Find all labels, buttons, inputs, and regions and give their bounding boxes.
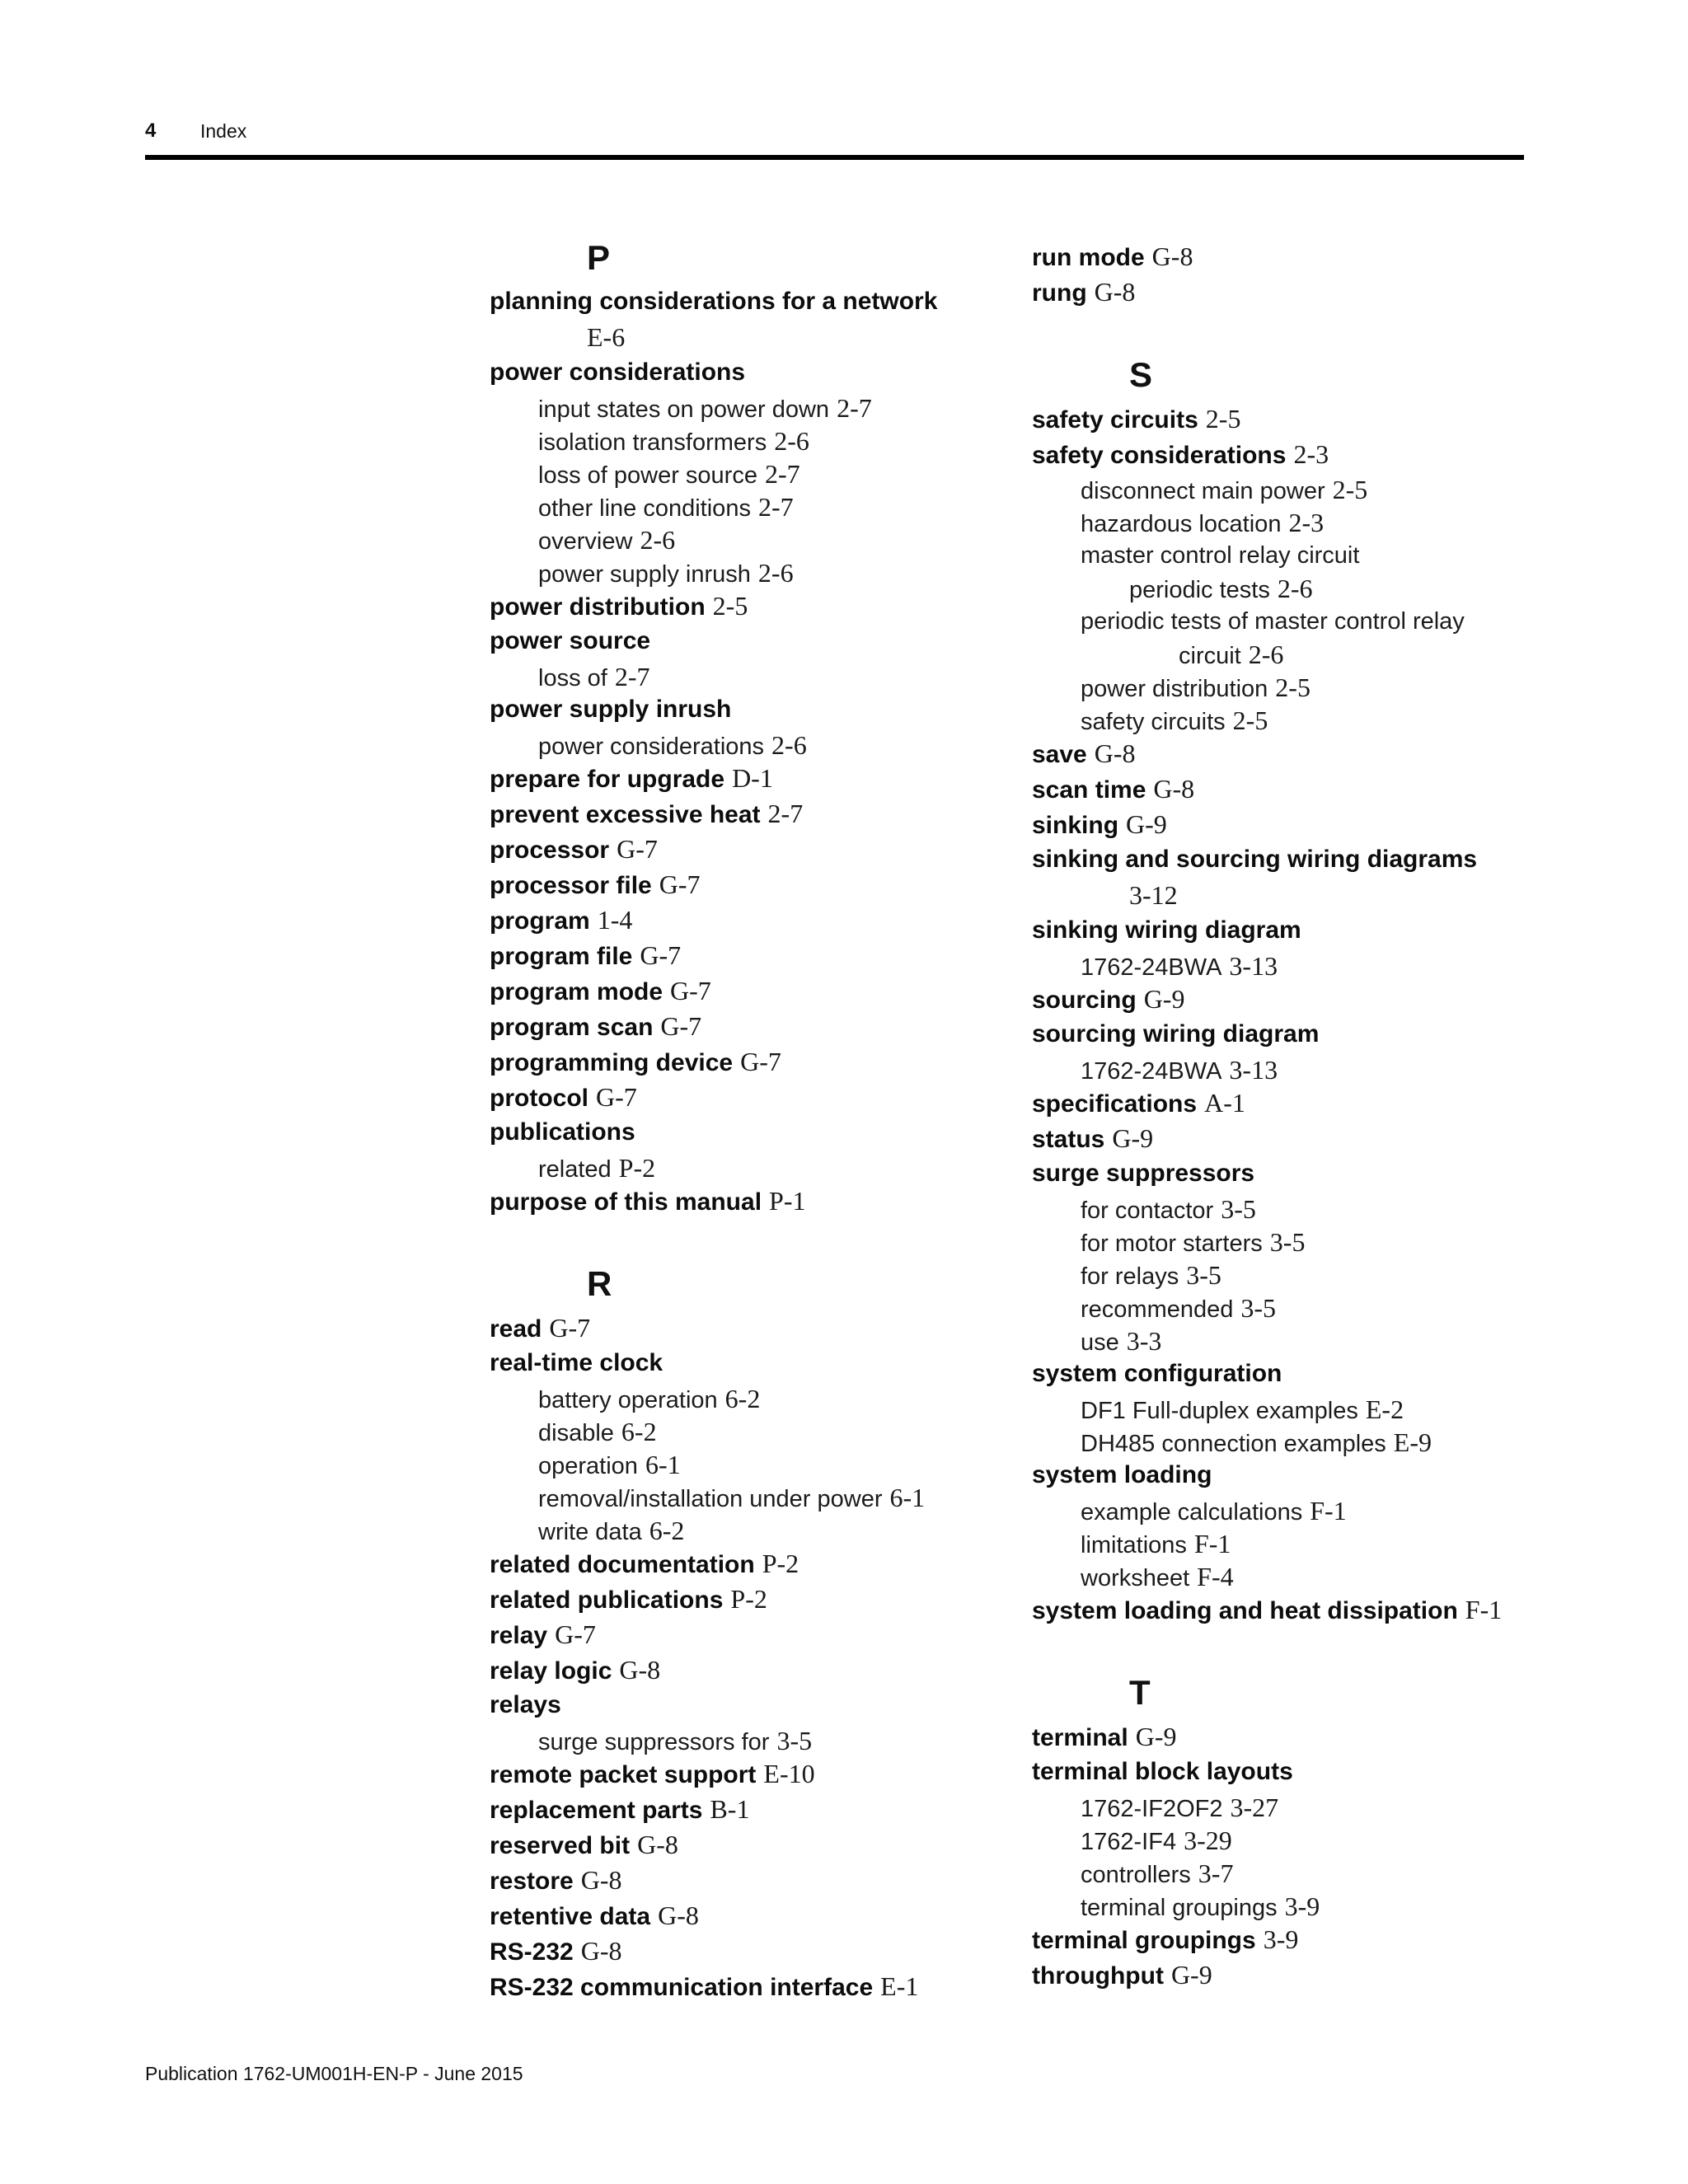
index-subentry [1032,1226,1502,1258]
index-subentry [1032,1791,1502,1824]
entry-term: related publications [490,1586,724,1614]
page-reference: F-4 [1197,1562,1234,1591]
entry-term: real-time clock [490,1349,663,1376]
page-number: 4 [145,120,157,142]
entry-term: other line conditions [538,495,751,522]
index-entry [1032,402,1502,438]
entry-term: system loading and heat dissipation [1032,1597,1458,1624]
index-entry [490,762,937,797]
page-reference: G-8 [1153,774,1195,804]
index-subentry [1032,1824,1502,1857]
index-subentry [1032,539,1502,572]
index-entry [490,1618,937,1653]
page-reference: G-9 [1143,984,1185,1014]
index-entry [1032,843,1502,879]
entry-term: sourcing wiring diagram [1032,1020,1320,1047]
entry-term: status [1032,1126,1105,1153]
page-reference: G-8 [580,1865,622,1895]
index-entry [490,1116,937,1151]
index-subentry [1032,1890,1502,1923]
entry-term: prevent excessive heat [490,801,761,828]
page-reference: P-2 [730,1584,767,1614]
index-entry [490,1582,937,1618]
entry-term: power distribution [490,593,706,621]
index-entry [1032,240,1502,275]
page-reference: 3-7 [1198,1858,1234,1888]
page-reference: 6-2 [621,1417,657,1446]
page-reference: E-2 [1365,1394,1404,1424]
page-reference: 2-7 [837,393,872,423]
entry-term: battery operation [538,1387,718,1413]
page-reference: 2-3 [1293,439,1329,469]
page-reference: 6-2 [649,1516,685,1545]
index-subentry [490,1724,937,1757]
index-entry [1032,1720,1502,1755]
entry-term: retentive data [490,1903,651,1930]
page-reference: P-1 [769,1186,806,1216]
entry-term: hazardous location [1081,511,1282,537]
page-reference: D-1 [732,763,773,793]
index-entry [490,1080,937,1116]
index-entry [490,832,937,868]
index-entry [1032,1018,1502,1053]
entry-term: power distribution [1081,676,1268,702]
entry-term: scan time [1032,776,1146,804]
entry-term: relay [490,1622,548,1649]
entry-term: sinking [1032,812,1119,839]
entry-term: DH485 connection examples [1081,1431,1386,1457]
index-subentry [490,424,937,457]
index-entry [490,1010,937,1045]
entry-term: safety considerations [1032,442,1287,469]
entry-term: system configuration [1032,1360,1282,1387]
entry-term: loss of [538,665,607,691]
page-reference: 3-9 [1284,1891,1320,1921]
entry-term: program scan [490,1014,654,1041]
page-reference: E-9 [1393,1427,1432,1457]
page-reference: G-7 [640,940,682,970]
index-entry [1032,1357,1502,1393]
index-subentry [1032,1494,1502,1527]
page-reference: G-7 [740,1047,781,1076]
entry-term: 1762-24BWA [1081,1058,1222,1085]
index-subentry [1032,1193,1502,1226]
entry-term: prepare for upgrade [490,766,725,793]
index-letter-heading: T [1129,1673,1151,1712]
index-entry [1032,808,1502,843]
index-subentry [1032,949,1502,982]
index-entry [490,693,937,729]
page-reference: 3-13 [1229,1055,1278,1085]
index-subentry [1032,1291,1502,1324]
page-reference: 3-27 [1230,1793,1279,1822]
page-reference: 2-5 [1205,404,1241,434]
entry-term: specifications [1032,1090,1198,1118]
index-entry [1032,1755,1502,1791]
entry-term: circuit [1179,643,1241,669]
index-subentry [490,660,937,693]
index-subentry [1032,1258,1502,1291]
page-reference: F-1 [1465,1595,1503,1624]
index-subentry [1032,1527,1502,1560]
entry-term: protocol [490,1085,588,1112]
page-reference: 3-5 [1240,1293,1277,1323]
entry-term: processor file [490,872,652,899]
index-subentry [490,457,937,490]
index-subentry [490,391,937,424]
page-reference: 2-7 [764,459,800,489]
entry-term: sourcing [1032,987,1137,1014]
page-reference: G-8 [619,1655,661,1685]
entry-term: publications [490,1118,635,1146]
page-reference: E-6 [587,322,626,352]
header-rule [145,155,1524,160]
page-reference: 3-12 [1129,880,1178,910]
index-entry [490,939,937,974]
index-entry [490,797,937,832]
entry-term: read [490,1315,542,1343]
page-reference: 3-13 [1229,951,1278,981]
page-reference: G-7 [659,869,701,899]
page-reference: 3-5 [1186,1260,1221,1290]
page-reference: G-9 [1170,1960,1212,1990]
entry-term: for relays [1081,1263,1179,1290]
entry-term: use [1081,1329,1119,1356]
entry-term: system loading [1032,1461,1212,1488]
page-reference: 3-5 [1221,1194,1256,1224]
publication-footer: Publication 1762-UM001H-EN-P - June 2015 [145,2063,523,2084]
index-entry [1032,1459,1502,1494]
entry-term: terminal groupings [1032,1927,1256,1954]
page-reference: B-1 [710,1794,750,1824]
index-letter-heading: S [1129,355,1153,394]
entry-term: restore [490,1868,574,1895]
entry-term: power considerations [538,733,765,760]
entry-term: RS-232 [490,1938,574,1966]
page-reference: 3-29 [1184,1825,1232,1855]
index-entry [1032,1157,1502,1193]
index-entry [490,589,937,625]
entry-term: power considerations [490,359,746,386]
page-reference: 2-6 [1277,574,1313,603]
index-entry [1032,438,1502,473]
index-entry [1032,982,1502,1018]
page-reference: A-1 [1204,1088,1245,1118]
index-subsubentry [1032,572,1502,605]
index-column-right [1032,240,1502,1994]
page-reference: 2-6 [1248,640,1284,669]
entry-term: for motor starters [1081,1230,1263,1257]
index-subentry [1032,1857,1502,1890]
index-entry [490,1689,937,1724]
index-entry [490,1045,937,1080]
entry-term: rung [1032,279,1087,307]
index-entry [490,625,937,660]
index-entry [1032,772,1502,808]
index-subentry [490,1415,937,1448]
entry-term: disconnect main power [1081,478,1325,504]
index-entry [490,1793,937,1828]
index-entry [1032,737,1502,772]
entry-term: for contactor [1081,1197,1214,1224]
entry-term: master control relay circuit [1081,542,1360,569]
entry-term: program mode [490,978,663,1005]
index-subentry [1032,605,1502,638]
index-entry [490,356,937,391]
page-reference: P-2 [762,1549,799,1578]
entry-term: example calculations [1081,1499,1303,1526]
page-reference: 1-4 [597,905,633,935]
page-reference: 2-7 [767,799,804,828]
entry-term: reserved bit [490,1832,631,1859]
page-reference: 2-7 [614,662,650,691]
index-subentry [490,523,937,556]
index-subentry [1032,1560,1502,1593]
entry-term: input states on power down [538,396,830,423]
page-reference: G-8 [1094,738,1136,768]
entry-term: program [490,907,590,935]
page-reference: G-7 [596,1082,637,1112]
page-reference: G-7 [660,1011,702,1041]
page-reference: E-10 [763,1759,815,1788]
entry-term: replacement parts [490,1797,703,1824]
entry-term: run mode [1032,244,1145,271]
entry-term: terminal block layouts [1032,1758,1293,1785]
entry-term: planning considerations for a network [490,288,938,315]
entry-term: power source [490,627,651,654]
index-entry [490,974,937,1010]
entry-term: 1762-IF2OF2 [1081,1796,1223,1822]
entry-term: periodic tests [1129,577,1270,603]
entry-term: related [538,1156,612,1183]
entry-term: 1762-24BWA [1081,954,1222,981]
index-subentry [1032,1324,1502,1357]
entry-term: relay logic [490,1657,612,1685]
entry-term: limitations [1081,1532,1187,1558]
entry-term: safety circuits [1081,709,1226,735]
page-reference: E-1 [880,1971,919,2001]
index-subentry-continuation [1032,638,1502,671]
index-entry [1032,1923,1502,1958]
index-entry [1032,914,1502,949]
page-reference: 6-1 [645,1450,681,1479]
entry-term: throughput [1032,1962,1164,1990]
entry-term: sinking wiring diagram [1032,916,1301,944]
entry-term: recommended [1081,1296,1234,1323]
entry-term: RS-232 communication interface [490,1974,874,2001]
page-reference: G-7 [617,834,658,864]
index-entry [490,1184,937,1220]
entry-term: save [1032,741,1087,768]
page-reference: G-9 [1112,1123,1154,1153]
page-reference: G-8 [637,1830,678,1859]
entry-term: safety circuits [1032,406,1198,434]
entry-term: isolation transformers [538,429,767,456]
index-letter-heading: P [587,238,611,277]
entry-term: write data [538,1519,642,1545]
index-entry [1032,1958,1502,1994]
index-entry [490,1863,937,1899]
entry-term: worksheet [1081,1565,1190,1591]
page-reference: 3-3 [1126,1326,1162,1356]
index-entry [490,1347,937,1382]
index-entry [490,1970,937,2005]
entry-term: terminal [1032,1724,1128,1751]
entry-term: related documentation [490,1551,755,1578]
entry-term: removal/installation under power [538,1486,883,1512]
page-reference: 2-3 [1288,508,1325,537]
index-entry [490,1653,937,1689]
page-reference: 2-5 [1275,673,1311,702]
page-reference: G-9 [1135,1722,1177,1751]
entry-term: periodic tests of master control relay [1081,608,1465,635]
index-entry [490,868,937,903]
entry-term: programming device [490,1049,734,1076]
page-reference: F-1 [1310,1496,1347,1526]
index-subentry [1032,1426,1502,1459]
entry-term: overview [538,528,633,555]
entry-term: surge suppressors for [538,1729,770,1755]
page-reference: 2-7 [757,492,794,522]
page-reference: G-7 [549,1313,591,1343]
index-entry [490,1934,937,1970]
entry-term: surge suppressors [1032,1160,1255,1187]
index-subentry [490,556,937,589]
index-entry [490,1311,937,1347]
index-subentry [1032,671,1502,704]
entry-term: power supply inrush [490,696,732,723]
page-reference: G-8 [580,1936,622,1966]
index-entry [1032,1086,1502,1122]
page-reference: 2-5 [1332,475,1368,504]
index-entry [490,1828,937,1863]
index-entry [1032,1122,1502,1157]
index-entry [1032,275,1502,311]
entry-term: 1762-IF4 [1081,1829,1177,1855]
index-entry-continuation [1032,879,1502,914]
index-subentry [490,729,937,762]
index-entry-continuation [490,321,937,356]
page-reference: 2-6 [757,558,794,588]
page-reference: 3-5 [776,1726,813,1755]
page-reference: 2-6 [771,730,807,760]
index-subentry [1032,704,1502,737]
page-reference: P-2 [618,1153,656,1183]
index-subentry [1032,1053,1502,1086]
running-header-title: Index [200,120,247,142]
index-letter-heading: R [587,1264,612,1303]
index-subentry [1032,1393,1502,1426]
index-entry [1032,1593,1502,1629]
page-reference: 2-5 [1232,705,1268,735]
entry-term: processor [490,837,610,864]
page-reference: 2-6 [774,426,809,456]
index-subentry [490,1514,937,1547]
page-reference: 2-6 [640,525,676,555]
index-entry [490,1757,937,1793]
page-reference: 3-5 [1269,1227,1306,1257]
entry-term: loss of power source [538,462,757,489]
index-entry [490,1547,937,1582]
entry-term: sinking and sourcing wiring diagrams [1032,846,1478,873]
index-entry [490,903,937,939]
page-reference: G-9 [1126,809,1167,839]
page-reference: G-7 [670,976,711,1005]
page-reference: G-8 [1151,241,1193,271]
entry-term: power supply inrush [538,561,751,588]
index-subentry [490,1382,937,1415]
index-subentry [490,490,937,523]
index-subentry [490,1448,937,1481]
index-entry [490,1899,937,1934]
page-reference: G-8 [1094,277,1136,307]
entry-term: relays [490,1691,561,1718]
entry-term: remote packet support [490,1761,757,1788]
page-reference: 3-9 [1263,1924,1299,1954]
page-reference: 6-2 [724,1384,761,1413]
index-subentry [490,1151,937,1184]
index-subentry [1032,506,1502,539]
index-entry [490,285,937,321]
page-reference: F-1 [1193,1529,1231,1558]
entry-term: operation [538,1453,638,1479]
entry-term: program file [490,943,633,970]
entry-term: terminal groupings [1081,1895,1278,1921]
index-column-left [490,238,938,2005]
entry-term: disable [538,1420,614,1446]
page-reference: 6-1 [889,1483,926,1512]
index-subentry [1032,473,1502,506]
page-reference: 2-5 [712,591,748,621]
entry-term: controllers [1081,1862,1191,1888]
page-reference: G-8 [658,1900,699,1930]
index-subentry [490,1481,937,1514]
entry-term: purpose of this manual [490,1188,762,1216]
entry-term: DF1 Full-duplex examples [1081,1398,1358,1424]
page-reference: G-7 [555,1619,596,1649]
